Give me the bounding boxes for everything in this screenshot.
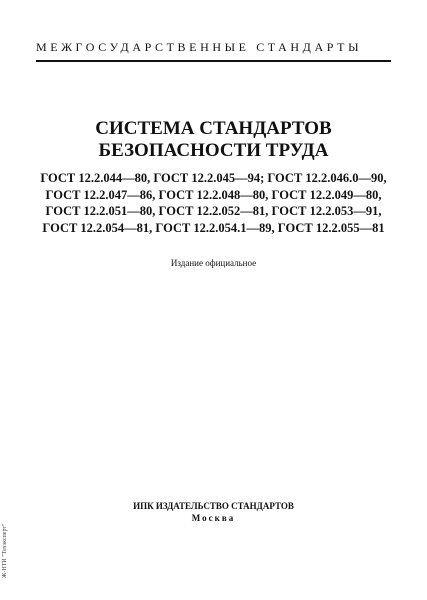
header-rule (36, 60, 391, 62)
publisher-name: ИПК ИЗДАТЕЛЬСТВО СТАНДАРТОВ (133, 501, 294, 511)
gost-list (0, 170, 427, 236)
gost-line: ГОСТ 12.2.051—80, ГОСТ 12.2.052—81, ГОСТ 12.2.053—91, (45, 204, 382, 218)
side-stamp: Ж-НТИ "Техэксперт" (2, 523, 8, 578)
edition-label: Издание официальное (170, 258, 257, 268)
gost-line: ГОСТ 12.2.047—86, ГОСТ 12.2.048—80, ГОСТ 12.2.049—80, (45, 187, 382, 202)
publisher-city: Москва (191, 513, 236, 523)
publisher-block (0, 500, 427, 524)
gost-line: ГОСТ 12.2.054—81, ГОСТ 12.2.054.1—89, ГОСТ 12.2.055—81 (42, 220, 385, 235)
series-header: МЕЖГОСУДАРСТВЕННЫЕ СТАНДАРТЫ (36, 40, 363, 54)
title-line-2: БЕЗОПАСНОСТИ ТРУДА (98, 140, 329, 161)
title-line-1: СИСТЕМА СТАНДАРТОВ (95, 118, 332, 139)
gost-line: ГОСТ 12.2.044—80, ГОСТ 12.2.045—94; ГОСТ 12.2.046.0—90, (40, 171, 387, 185)
